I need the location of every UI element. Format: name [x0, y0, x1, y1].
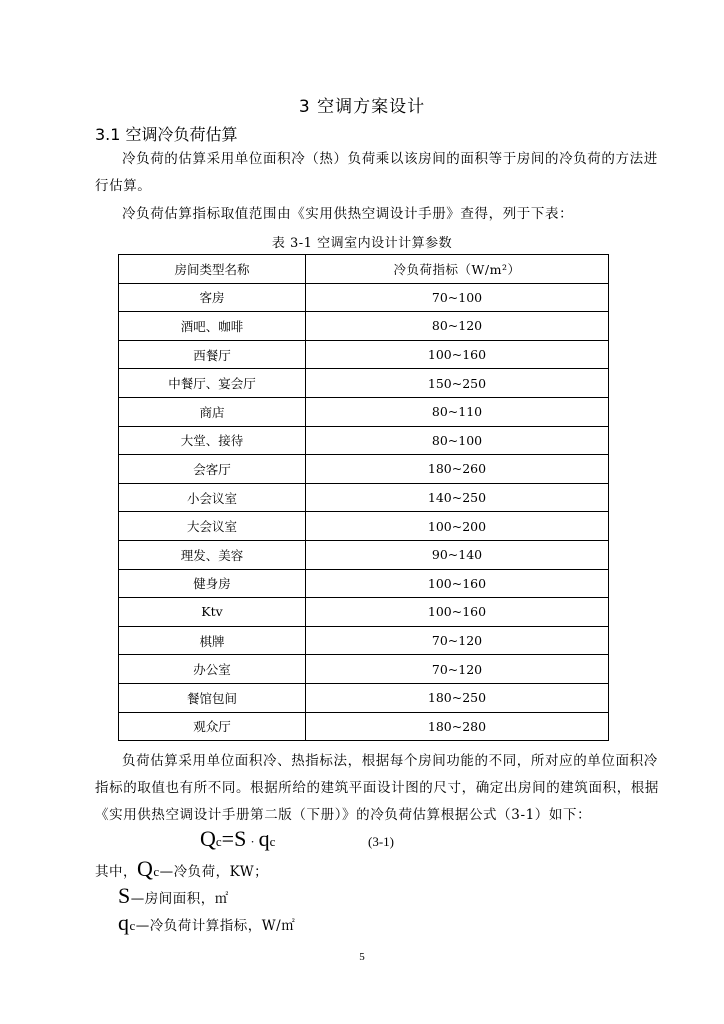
table-row [119, 683, 609, 712]
formula-dot: · [250, 834, 255, 849]
definition-prefix: 其中， [95, 864, 137, 880]
cooling-index-cell: 100~160 [306, 569, 609, 598]
cooling-load-table [118, 254, 609, 741]
table-row [119, 569, 609, 598]
table-row [119, 312, 609, 341]
definition-text: —冷负荷，KW； [159, 864, 269, 880]
paragraph-2: 冷负荷估算指标取值范围由《实用供热空调设计手册》查得，列于下表： [122, 206, 574, 222]
header-cooling-index: 冷负荷指标（W/m²） [306, 255, 609, 284]
page-number: 5 [359, 951, 365, 963]
formula-sub-c1: c [215, 834, 222, 849]
definition-symbol: Q [137, 856, 154, 881]
room-type-cell: 餐馆包间 [119, 683, 306, 712]
room-type-cell: 大会议室 [119, 512, 306, 541]
cooling-index-cell: 150~250 [306, 369, 609, 398]
definition-text: —冷负荷计算指标，W/㎡ [135, 918, 296, 934]
formula [200, 826, 394, 856]
room-type-cell: 理发、美容 [119, 540, 306, 569]
room-type-cell: 客房 [119, 283, 306, 312]
chapter-title: 3 空调方案设计 [298, 97, 426, 117]
cooling-index-cell: 80~100 [306, 426, 609, 455]
formula-number: (3-1) [368, 834, 394, 849]
room-type-cell: 健身房 [119, 569, 306, 598]
table-row [119, 455, 609, 484]
room-type-cell: 小会议室 [119, 483, 306, 512]
definition-text: —房间面积，㎡ [130, 891, 229, 907]
table-row [119, 340, 609, 369]
cooling-index-cell: 140~250 [306, 483, 609, 512]
cooling-index-cell: 100~160 [306, 340, 609, 369]
table-row [119, 712, 609, 741]
table-row [119, 397, 609, 426]
room-type-cell: 酒吧、咖啡 [119, 312, 306, 341]
table-row [119, 483, 609, 512]
cooling-index-cell: 80~110 [306, 397, 609, 426]
table-row [119, 598, 609, 627]
table-row [119, 512, 609, 541]
definition-symbol: q [118, 910, 130, 935]
paragraph-1: 冷负荷的估算采用单位面积冷（热）负荷乘以该房间的面积等于房间的冷负荷的方法进行估算。 [95, 151, 658, 194]
formula-sub-c2: c [269, 834, 276, 849]
table-row [119, 540, 609, 569]
room-type-cell: 中餐厅、宴会厅 [119, 369, 306, 398]
table-body [119, 283, 609, 741]
cooling-index-cell: 180~250 [306, 683, 609, 712]
formula-q: q [258, 826, 270, 851]
definition-sub: c [153, 864, 160, 879]
formula-Q: Q [200, 826, 216, 851]
definition-q [118, 910, 295, 936]
table-row [119, 369, 609, 398]
cooling-index-cell: 70~100 [306, 283, 609, 312]
cooling-index-cell: 70~120 [306, 626, 609, 655]
section-title: 3.1 空调冷负荷估算 [95, 125, 238, 144]
table-caption: 表 3-1 空调室内设计计算参数 [271, 236, 453, 251]
cooling-index-cell: 100~160 [306, 598, 609, 627]
cooling-index-cell: 80~120 [306, 312, 609, 341]
table-header-row [119, 255, 609, 284]
cooling-index-cell: 180~280 [306, 712, 609, 741]
room-type-cell: 商店 [119, 397, 306, 426]
room-type-cell: 观众厅 [119, 712, 306, 741]
header-room-type: 房间类型名称 [119, 255, 306, 284]
definition-symbol: S [118, 883, 131, 908]
cooling-index-cell: 70~120 [306, 655, 609, 684]
definition-sub: c [129, 918, 136, 933]
table-row [119, 426, 609, 455]
formula-equals-S: =S [221, 826, 247, 851]
room-type-cell: 大堂、接待 [119, 426, 306, 455]
definition-S [118, 883, 229, 909]
paragraph-3: 负荷估算采用单位面积冷、热指标法，根据每个房间功能的不同，所对应的单位面积冷指标的取值也有所不同。根据所给的建筑平面设计图的尺寸，确定出房间的建筑面积，根据《实用供热空调设计手册第二版（下册）》的冷负荷估算根据公式（3-1）如下： [95, 753, 659, 823]
room-type-cell: 棋牌 [119, 626, 306, 655]
definition-Q [95, 856, 268, 882]
table-row [119, 283, 609, 312]
room-type-cell: Ktv [119, 598, 306, 627]
cooling-index-cell: 180~260 [306, 455, 609, 484]
room-type-cell: 办公室 [119, 655, 306, 684]
cooling-index-cell: 90~140 [306, 540, 609, 569]
room-type-cell: 会客厅 [119, 455, 306, 484]
cooling-index-cell: 100~200 [306, 512, 609, 541]
table-row [119, 626, 609, 655]
table-row [119, 655, 609, 684]
room-type-cell: 西餐厅 [119, 340, 306, 369]
